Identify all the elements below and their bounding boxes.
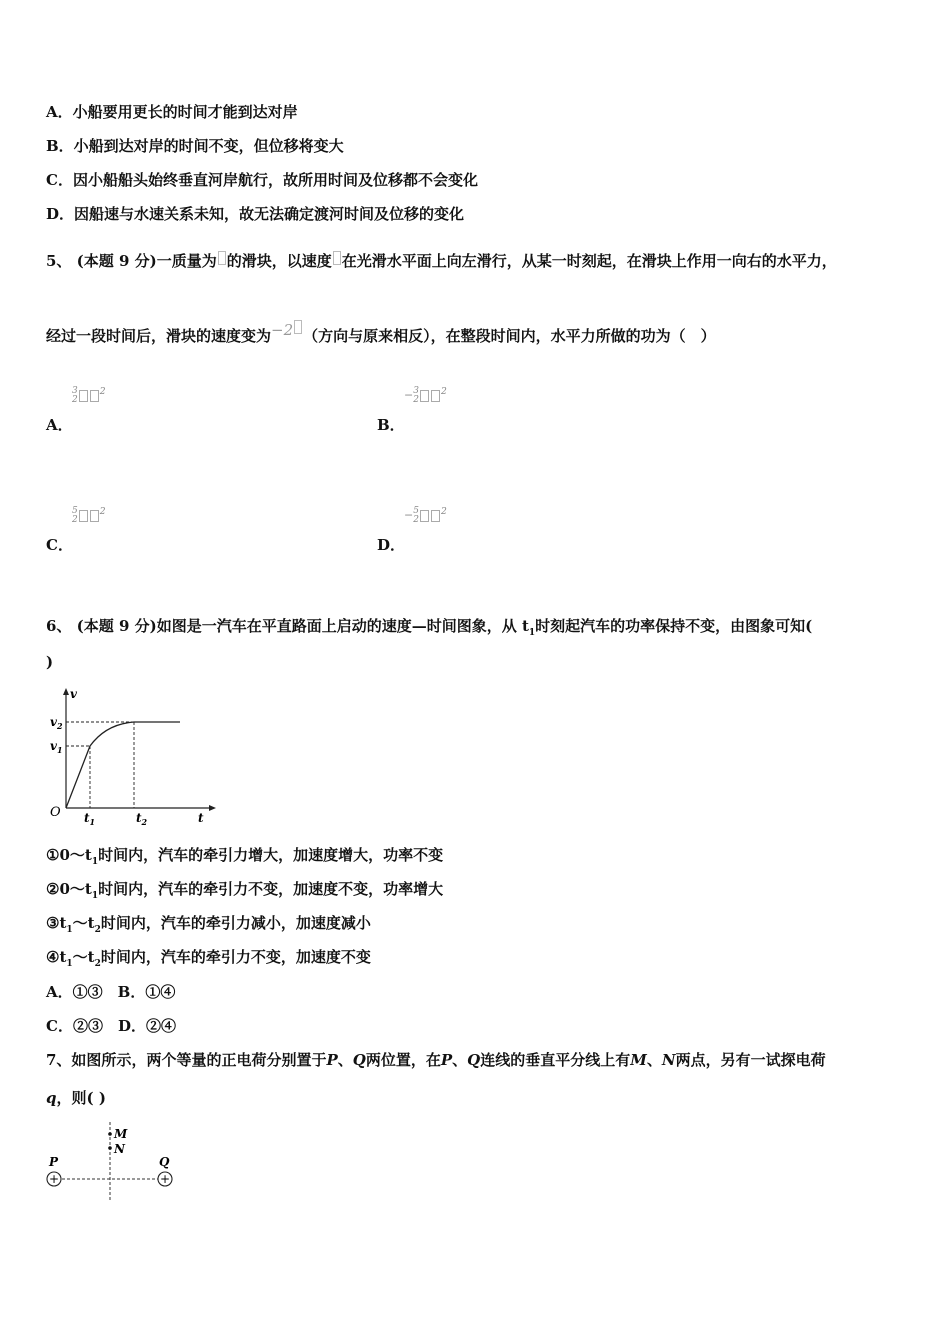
origin-label: O bbox=[50, 805, 61, 820]
velocity-curve bbox=[66, 722, 180, 808]
q5-stem-line2: 经过一段时间后，滑块的速度变为−2 （方向与原来相反），在整段时间内，水平力所做的功为（ ） bbox=[46, 321, 716, 345]
label-m: M bbox=[114, 1127, 128, 1141]
point-n bbox=[108, 1146, 112, 1150]
q5-stem-line1: 5、 (本题 9 分)一质量为 的滑块，以速度 在光滑水平面上向左滑行，从某一时刻起，在滑块上作用一向右的水平力， bbox=[46, 252, 837, 270]
q5-option-d-formula: − 5 2 $^2$ bbox=[404, 505, 447, 525]
label-n: N bbox=[114, 1142, 125, 1156]
q6-options-row-2: C．②③ D．②④ bbox=[46, 1017, 176, 1035]
svg-text:+: + bbox=[159, 1172, 171, 1186]
neg-2v-expression: −2 bbox=[271, 320, 303, 340]
q7-charge-figure bbox=[40, 1118, 190, 1204]
q6-stem-line1: 6、 (本题 9 分)如图是一汽车在平直路面上启动的速度—时间图象，从 $t_1$时刻起汽车的功率保持不变，由图象可知( bbox=[46, 617, 813, 638]
v1-label: $v_1$ bbox=[50, 739, 63, 755]
t1-label: $t_1$ bbox=[84, 811, 96, 826]
q4-option-a: A．小船要用更长的时间才能到达对岸 bbox=[46, 103, 298, 121]
q7-stem-line2: q，则( ) bbox=[46, 1089, 106, 1107]
q6-options-row-1: A．①③ B．①④ bbox=[46, 983, 176, 1001]
q4-option-c: C．因小船船头始终垂直河岸航行，故所用时间及位移都不会变化 bbox=[46, 171, 478, 189]
v2-label: $v_2$ bbox=[50, 715, 63, 731]
velocity-placeholder bbox=[333, 251, 341, 265]
axis-label-v: v bbox=[70, 687, 77, 701]
q5-option-c-formula: 5 2 $^2$ bbox=[72, 505, 106, 525]
q6-statement-2: $②0\sim t_1$时间内，汽车的牵引力不变，加速度不变，功率增大 bbox=[46, 880, 444, 901]
q5-option-c-label: C． bbox=[46, 536, 73, 554]
q6-statement-1: $①0\sim t_1$时间内，汽车的牵引力增大，加速度增大，功率不变 bbox=[46, 846, 444, 867]
label-p: P bbox=[49, 1155, 59, 1169]
axis-label-t: t bbox=[198, 811, 204, 825]
q6-statement-3: $③t_1\sim t_2$时间内，汽车的牵引力减小，加速度减小 bbox=[46, 914, 371, 935]
q6-statement-4: $④t_1\sim t_2$时间内，汽车的牵引力不变，加速度不变 bbox=[46, 948, 371, 969]
q5-option-a-label: A． bbox=[46, 416, 73, 434]
q5-option-b-formula: − 3 2 $^2$ bbox=[404, 385, 447, 405]
q6-stem-line2: ) bbox=[46, 653, 54, 671]
q5-option-a-formula: 3 2 $^2$ bbox=[72, 385, 106, 405]
label-q: Q bbox=[159, 1155, 170, 1169]
q6-vt-graph bbox=[44, 684, 224, 826]
point-m bbox=[108, 1132, 112, 1136]
q4-option-d: D．因船速与水速关系未知，故无法确定渡河时间及位移的变化 bbox=[46, 205, 465, 223]
q5-option-d-label: D． bbox=[377, 536, 406, 554]
q4-option-b: B．小船到达对岸的时间不变，但位移将变大 bbox=[46, 137, 344, 155]
svg-text:+: + bbox=[48, 1172, 60, 1186]
mass-placeholder bbox=[218, 251, 226, 265]
q5-option-b-label: B． bbox=[377, 416, 405, 434]
t2-label: $t_2$ bbox=[136, 811, 148, 826]
q7-stem-line1: 7、如图所示，两个等量的正电荷分别置于P、Q两位置，在P、Q连线的垂直平分线上有M、N两点，另有一试探电荷 bbox=[46, 1051, 826, 1069]
